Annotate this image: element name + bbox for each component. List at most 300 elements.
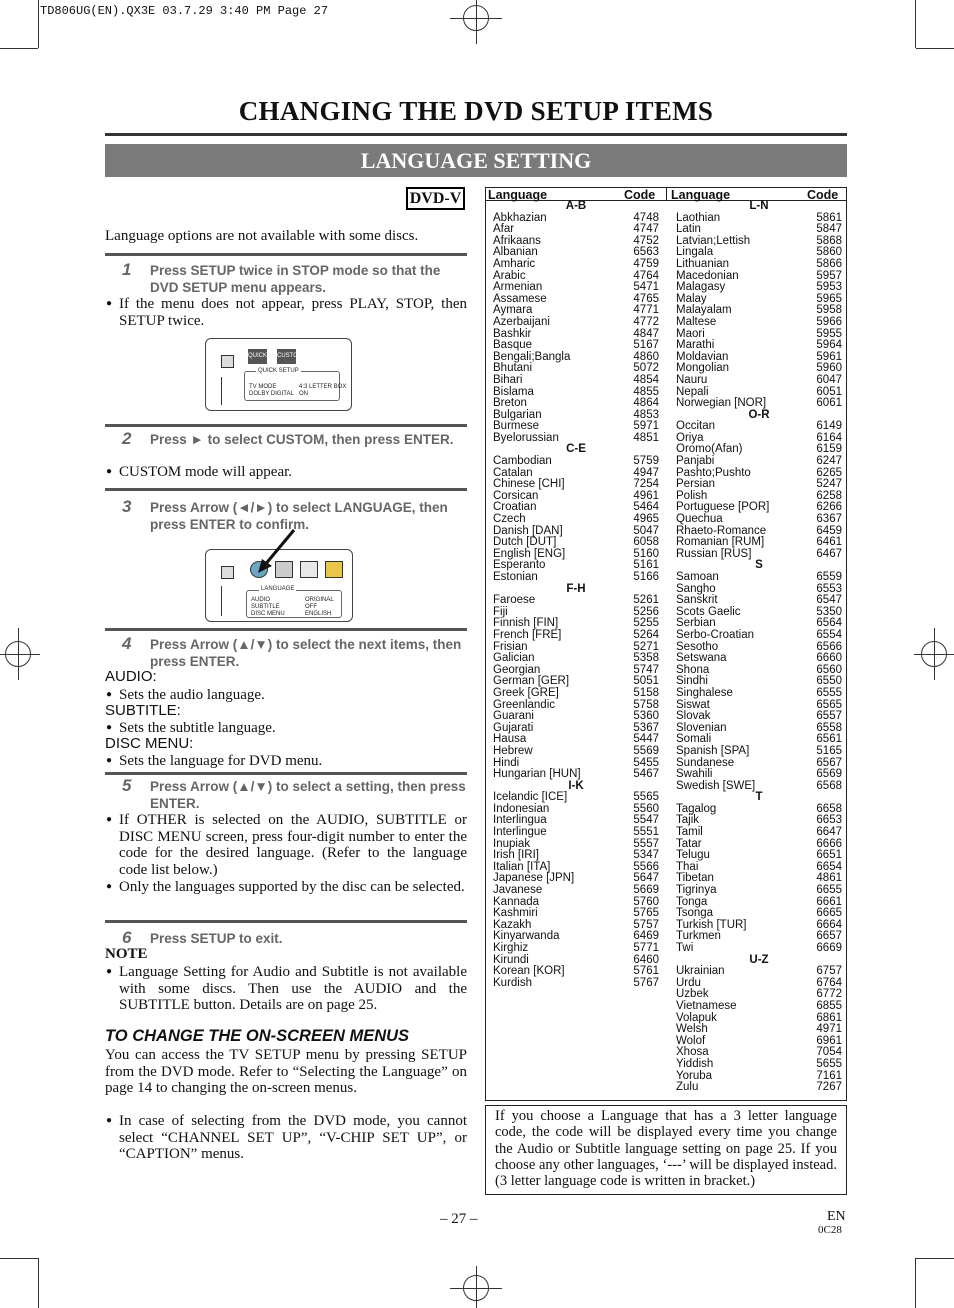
language-name: Nauru — [676, 373, 708, 386]
language-name: Sanskrit — [676, 594, 718, 607]
language-code: 6265 — [816, 466, 842, 479]
intro-text: Language options are not available with some discs. — [105, 228, 419, 244]
language-code: 6460 — [633, 953, 659, 966]
language-code: 5757 — [633, 918, 659, 931]
language-name: Hausa — [493, 733, 527, 746]
language-name: Panjabi — [676, 455, 715, 468]
language-code: 5966 — [816, 315, 842, 328]
setup-screen-quick — [205, 338, 352, 411]
menu-row-label: DISC MENU — [251, 611, 285, 617]
language-code: 5051 — [633, 675, 659, 688]
language-name: Wolof — [676, 1034, 706, 1047]
language-code: 6058 — [633, 536, 659, 549]
crop-mark — [916, 48, 954, 49]
registration-line — [450, 1288, 502, 1289]
page-title: CHANGING THE DVD SETUP ITEMS — [238, 96, 714, 126]
language-name: Romanian [RUM] — [676, 536, 765, 549]
language-code: 4748 — [633, 211, 659, 224]
step-instruction: Press SETUP to exit. — [150, 931, 283, 946]
language-name: Rhaeto-Romance — [676, 524, 767, 537]
language-code: 6658 — [816, 802, 842, 815]
table-row — [493, 978, 659, 990]
language-code: 5765 — [633, 907, 659, 920]
language-code: 5264 — [633, 628, 659, 641]
column-header-code: Code — [807, 188, 839, 202]
language-code: 5767 — [633, 976, 659, 989]
language-name: Catalan — [493, 466, 533, 479]
crop-mark — [0, 1258, 38, 1259]
step-divider — [105, 253, 467, 256]
language-code: 4861 — [816, 872, 842, 885]
step-divider — [105, 424, 467, 427]
audio-icon — [300, 561, 318, 578]
bullet-text: ● Sets the audio language. — [105, 687, 467, 704]
language-name: Slovak — [676, 710, 711, 723]
language-code: 6461 — [816, 536, 842, 549]
language-name: Bashkir — [493, 327, 532, 340]
language-name: Yoruba — [676, 1069, 713, 1082]
language-code: 6565 — [816, 698, 842, 711]
language-code: 5566 — [633, 860, 659, 873]
language-code: 6159 — [816, 443, 842, 456]
language-code: 4772 — [633, 315, 659, 328]
language-code: 5758 — [633, 698, 659, 711]
language-name: Tajik — [676, 814, 700, 827]
step-number: 6 — [122, 928, 132, 947]
language-name: Corsican — [493, 489, 539, 502]
language-name: Bengali;Bangla — [493, 350, 571, 363]
language-code: 5358 — [633, 652, 659, 665]
language-code: 6561 — [816, 733, 842, 746]
language-code: 4771 — [633, 304, 659, 317]
registration-line — [476, 0, 477, 44]
language-name: Arabic — [493, 269, 526, 282]
language-name: Dutch [DUT] — [493, 536, 557, 549]
language-name: Volapuk — [676, 1011, 717, 1024]
language-name: Scots Gaelic — [676, 605, 741, 618]
language-code: 4752 — [633, 234, 659, 247]
language-code: 7254 — [633, 478, 659, 491]
language-name: Norwegian [NOR] — [676, 397, 767, 410]
language-name: Breton — [493, 397, 527, 410]
nav-arrows-icon — [221, 377, 234, 405]
language-code: 6559 — [816, 571, 842, 583]
note-title: NOTE — [105, 946, 148, 962]
language-name: Nepali — [676, 385, 709, 398]
language-name: Maori — [676, 327, 705, 340]
language-code: 5953 — [816, 281, 842, 294]
language-name: Swahili — [676, 768, 713, 781]
language-code: 4765 — [633, 292, 659, 305]
language-code: 6665 — [816, 907, 842, 920]
crop-mark — [915, 0, 916, 48]
step-number: 1 — [122, 260, 132, 279]
crop-mark — [915, 1258, 916, 1308]
lock-icon — [325, 561, 343, 578]
language-name: Malagasy — [676, 281, 726, 294]
language-name: Tonga — [676, 895, 708, 908]
language-code: 5669 — [633, 884, 659, 897]
step-instruction: Press Arrow (▲/▼) to select the next items, then press ENTER. — [150, 637, 462, 669]
language-name: Hindi — [493, 756, 520, 769]
language-name: Twi — [676, 942, 694, 954]
step-divider — [105, 920, 467, 923]
language-name: Malayalam — [676, 304, 732, 317]
language-name: Burmese — [493, 420, 540, 433]
language-name: Bhutani — [493, 362, 533, 375]
language-name: Aymara — [493, 304, 533, 317]
language-name: English [ENG] — [493, 547, 566, 560]
language-name: Italian [ITA] — [493, 860, 551, 873]
language-code: 4847 — [633, 327, 659, 340]
table-section-heading: O-R — [748, 408, 770, 421]
language-name: Greek [GRE] — [493, 686, 559, 699]
language-name: Faroese — [493, 594, 536, 607]
menu-row-value: 4:3 LETTER BOX — [299, 384, 347, 390]
page-number: – 27 – — [440, 1211, 478, 1227]
table-row — [493, 769, 659, 781]
language-code: 5161 — [633, 559, 659, 572]
language-code: 5167 — [633, 339, 659, 352]
table-row — [676, 781, 842, 793]
table-section-heading: F-H — [566, 582, 586, 595]
step-divider — [105, 488, 467, 491]
table-row — [493, 433, 659, 445]
language-name: Lithuanian — [676, 257, 730, 270]
language-code: 5565 — [633, 791, 659, 804]
language-name: Malay — [676, 292, 707, 305]
language-name: Uzbek — [676, 988, 709, 1001]
language-code: 6567 — [816, 756, 842, 769]
nav-arrows-icon — [221, 586, 234, 616]
language-name: Siswat — [676, 698, 710, 711]
table-column-left — [493, 201, 659, 989]
tab-custom: CUSTOM — [277, 349, 296, 364]
language-code: 6764 — [816, 976, 842, 989]
menu-heading: QUICK SETUP — [258, 368, 299, 374]
language-code: 5560 — [633, 802, 659, 815]
language-name: Abkhazian — [493, 211, 547, 224]
language-code: 5960 — [816, 362, 842, 375]
column-header-language: Language — [488, 188, 548, 202]
language-code: 5347 — [633, 849, 659, 862]
bullet-text: ● In case of selecting from the DVD mode, you cannot select “CHANNEL SET UP”, “V-CHIP SET UP”, or “CAPTION” menus. — [105, 1113, 467, 1163]
table-row — [676, 398, 842, 410]
registration-line — [476, 1266, 477, 1308]
step-instruction: Press ► to select CUSTOM, then press ENTER. — [150, 432, 454, 447]
language-code-note: If you choose a Language that has a 3 letter language code, the code will be displayed every time you change the Audio or Subtitle language setting on page 25. If you choose any other languages, ‘---’ will be displayed instead. (3 letter language code is written in bracket.) — [485, 1105, 847, 1195]
step-divider — [105, 628, 467, 631]
language-code: 5964 — [816, 339, 842, 352]
language-code: 6459 — [816, 524, 842, 537]
language-code: 5367 — [633, 721, 659, 734]
language-name: Bislama — [493, 385, 534, 398]
language-code: 4971 — [816, 1023, 842, 1036]
language-code: 4947 — [633, 466, 659, 479]
language-name: Latvian;Lettish — [676, 234, 751, 247]
language-code: 6855 — [816, 999, 842, 1012]
language-code: 6555 — [816, 686, 842, 699]
language-name: Oriya — [676, 431, 704, 444]
language-code: 6266 — [816, 501, 842, 514]
language-code: 6861 — [816, 1011, 842, 1024]
language-code: 5761 — [633, 965, 659, 978]
table-section-heading: L-N — [749, 200, 769, 212]
table-row — [493, 572, 659, 584]
language-name: Galician — [493, 652, 535, 665]
language-code: 6654 — [816, 860, 842, 873]
bullet-text: ● If the menu does not appear, press PLAY, STOP, then SETUP twice. — [105, 296, 467, 329]
language-name: Macedonian — [676, 269, 739, 282]
language-code: 5047 — [633, 524, 659, 537]
language-code: 6467 — [816, 547, 842, 560]
registration-line — [450, 18, 502, 19]
menu-row-label: SUBTITLE — [251, 604, 280, 610]
audio-label: AUDIO: — [105, 668, 157, 685]
language-code: 5868 — [816, 234, 842, 247]
bullet-text: ● Only the languages supported by the disc can be selected. — [105, 879, 467, 896]
language-name: Spanish [SPA] — [676, 744, 750, 757]
language-name: Finnish [FIN] — [493, 617, 559, 630]
language-name: Urdu — [676, 976, 701, 989]
language-code: 5464 — [633, 501, 659, 514]
language-code: 5971 — [633, 420, 659, 433]
language-name: Kurdish — [493, 976, 532, 989]
language-name: Serbian — [676, 617, 716, 630]
language-code: 5447 — [633, 733, 659, 746]
language-code: 6664 — [816, 918, 842, 931]
language-name: Vietnamese — [676, 999, 737, 1012]
language-name: Kashmiri — [493, 907, 538, 920]
language-code: 6564 — [816, 617, 842, 630]
language-name: Kirundi — [493, 953, 529, 966]
language-code: 5547 — [633, 814, 659, 827]
language-code: 5647 — [633, 872, 659, 885]
language-code: 6051 — [816, 385, 842, 398]
menu-row-value: ORIGINAL — [305, 597, 334, 603]
language-code: 5551 — [633, 826, 659, 839]
language-name: Kazakh — [493, 918, 532, 931]
language-name: Fiji — [493, 605, 508, 618]
language-code: 7161 — [816, 1069, 842, 1082]
language-name: Georgian — [493, 663, 541, 676]
language-name: Hungarian [HUN] — [493, 768, 581, 781]
language-name: Javanese — [493, 884, 543, 897]
language-name: Singhalese — [676, 686, 733, 699]
table-section-heading: T — [755, 791, 763, 804]
language-name: Byelorussian — [493, 431, 559, 444]
column-header-code: Code — [624, 188, 656, 202]
language-code: 4855 — [633, 385, 659, 398]
language-name: Telugu — [676, 849, 710, 862]
language-code: 6661 — [816, 895, 842, 908]
language-code: 4853 — [633, 408, 659, 421]
language-code: 6557 — [816, 710, 842, 723]
menu-heading: LANGUAGE — [261, 586, 295, 592]
crop-mark — [916, 1258, 954, 1259]
language-name: Danish [DAN] — [493, 524, 563, 537]
language-code: 5256 — [633, 605, 659, 618]
language-name: Thai — [676, 860, 699, 873]
language-name: Guarani — [493, 710, 534, 723]
language-name: Azerbaijani — [493, 315, 550, 328]
language-name: Persian — [676, 478, 715, 491]
table-column-divider — [666, 187, 667, 201]
language-name: Gujarati — [493, 721, 534, 734]
language-name: Armenian — [493, 281, 543, 294]
language-name: Kinyarwanda — [493, 930, 560, 943]
table-section-heading: S — [755, 559, 763, 572]
crop-mark — [38, 1258, 39, 1308]
language-code: 7267 — [816, 1081, 842, 1094]
language-code: 5760 — [633, 895, 659, 908]
language-name: Tagalog — [676, 802, 717, 815]
language-name: Sangho — [676, 582, 716, 595]
language-name: Tamil — [676, 826, 703, 839]
language-code: 4759 — [633, 257, 659, 270]
language-code: 5165 — [816, 744, 842, 757]
language-code: 7054 — [816, 1046, 842, 1059]
language-name: Tatar — [676, 837, 702, 850]
table-row — [676, 1082, 842, 1094]
language-code: 5360 — [633, 710, 659, 723]
language-name: Somali — [676, 733, 712, 746]
language-name: Interlingue — [493, 826, 547, 839]
language-code: 5861 — [816, 211, 842, 224]
language-code: 6047 — [816, 373, 842, 386]
language-name: Afar — [493, 223, 515, 236]
print-slug: TD806UG(EN).QX3E 03.7.29 3:40 PM Page 27 — [40, 4, 329, 18]
language-code: 4864 — [633, 397, 659, 410]
language-name: Shona — [676, 663, 710, 676]
step-number: 3 — [122, 497, 132, 516]
menu-row-label: AUDIO — [251, 597, 271, 603]
language-name: Estonian — [493, 571, 538, 583]
bullet-text: ● If OTHER is selected on the AUDIO, SUBTITLE or DISC MENU screen, press four-digit number to enter the code for the desired language. (Refer to the language code list below.) — [105, 812, 467, 878]
language-code: 6655 — [816, 884, 842, 897]
language-name: Mongolian — [676, 362, 730, 375]
language-code: 6563 — [633, 246, 659, 259]
bullet-text: ● Sets the subtitle language. — [105, 720, 467, 737]
language-code: 5255 — [633, 617, 659, 630]
language-code: 4860 — [633, 350, 659, 363]
language-code: 5965 — [816, 292, 842, 305]
language-code: 5747 — [633, 663, 659, 676]
language-name: Assamese — [493, 292, 547, 305]
language-code: 6164 — [816, 431, 842, 444]
step-number: 2 — [122, 429, 132, 448]
language-name: Moldavian — [676, 350, 729, 363]
language-code: 5866 — [816, 257, 842, 270]
language-name: Kirghiz — [493, 942, 529, 954]
language-name: Tibetan — [676, 872, 714, 885]
pointer-arrow-icon — [250, 526, 300, 576]
language-name: Serbo-Croatian — [676, 628, 754, 641]
step-instruction: Press SETUP twice in STOP mode so that the DVD SETUP menu appears. — [150, 263, 441, 295]
language-name: Greenlandic — [493, 698, 556, 711]
language-code: 5471 — [633, 281, 659, 294]
language-code: 6258 — [816, 489, 842, 502]
language-code: 6547 — [816, 594, 842, 607]
note-text: ● Language Setting for Audio and Subtitle is not available with some discs. Then use the AUDIO and the SUBTITLE button. Details are on page 25. — [105, 964, 467, 1014]
language-name: Amharic — [493, 257, 536, 270]
language-name: Chinese [CHI] — [493, 478, 565, 491]
table-section-heading: A-B — [565, 200, 587, 212]
crop-mark — [0, 48, 38, 49]
language-code: 5569 — [633, 744, 659, 757]
language-name: Irish [IRI] — [493, 849, 540, 862]
step-instruction: Press Arrow (▲/▼) to select a setting, then press ENTER. — [150, 779, 466, 811]
language-code: 5771 — [633, 942, 659, 954]
language-code: 5160 — [633, 547, 659, 560]
language-code: 6553 — [816, 582, 842, 595]
registration-line — [0, 654, 40, 655]
language-name: Laothian — [676, 211, 721, 224]
language-name: Oromo(Afan) — [676, 443, 743, 456]
language-name: Sesotho — [676, 640, 719, 653]
language-code-footer: EN — [827, 1209, 846, 1224]
language-name: German [GER] — [493, 675, 570, 688]
tv-icon — [221, 566, 234, 579]
language-name: Basque — [493, 339, 533, 352]
language-code: 4961 — [633, 489, 659, 502]
language-name: Lingala — [676, 246, 714, 259]
language-name: Slovenian — [676, 721, 727, 734]
language-name: Frisian — [493, 640, 528, 653]
step-number: 4 — [122, 634, 132, 653]
language-name: Tigrinya — [676, 884, 717, 897]
bullet-text: ● CUSTOM mode will appear. — [105, 464, 467, 481]
language-code: 5455 — [633, 756, 659, 769]
language-name: Xhosa — [676, 1046, 709, 1059]
language-code: 6566 — [816, 640, 842, 653]
language-code: 6651 — [816, 849, 842, 862]
language-name: Sundanese — [676, 756, 735, 769]
table-row — [676, 943, 842, 955]
language-name: Kannada — [493, 895, 540, 908]
language-code: 5166 — [633, 571, 659, 583]
on-screen-menus-text: You can access the TV SETUP menu by pressing SETUP from the DVD mode. Refer to “Selecting the Language” on page 14 to changing the on-screen menus. — [105, 1047, 467, 1096]
language-name: Interlingua — [493, 814, 547, 827]
language-code: 6961 — [816, 1034, 842, 1047]
language-name: Tsonga — [676, 907, 714, 920]
section-heading: LANGUAGE SETTING — [105, 144, 847, 177]
language-name: Latin — [676, 223, 701, 236]
language-code: 5759 — [633, 455, 659, 468]
language-code: 6653 — [816, 814, 842, 827]
language-code: 6772 — [816, 988, 842, 1001]
language-code: 6568 — [816, 779, 842, 792]
table-column-right — [676, 201, 842, 1094]
tab-quick: QUICK — [248, 349, 267, 364]
language-code: 5158 — [633, 686, 659, 699]
language-code: 6666 — [816, 837, 842, 850]
language-name: Zulu — [676, 1081, 699, 1094]
language-name: Welsh — [676, 1023, 708, 1036]
language-code: 5557 — [633, 837, 659, 850]
column-header-language: Language — [671, 188, 731, 202]
language-code: 6660 — [816, 652, 842, 665]
bullet-text: ● Sets the language for DVD menu. — [105, 753, 467, 770]
language-name: Samoan — [676, 571, 719, 583]
language-name: Albanian — [493, 246, 538, 259]
language-code: 4747 — [633, 223, 659, 236]
language-name: Occitan — [676, 420, 715, 433]
step-instruction: Press Arrow (◄/►) to select LANGUAGE, then press ENTER to confirm. — [150, 500, 448, 532]
language-code: 6061 — [816, 397, 842, 410]
language-name: Bulgarian — [493, 408, 542, 421]
language-code: 5261 — [633, 594, 659, 607]
